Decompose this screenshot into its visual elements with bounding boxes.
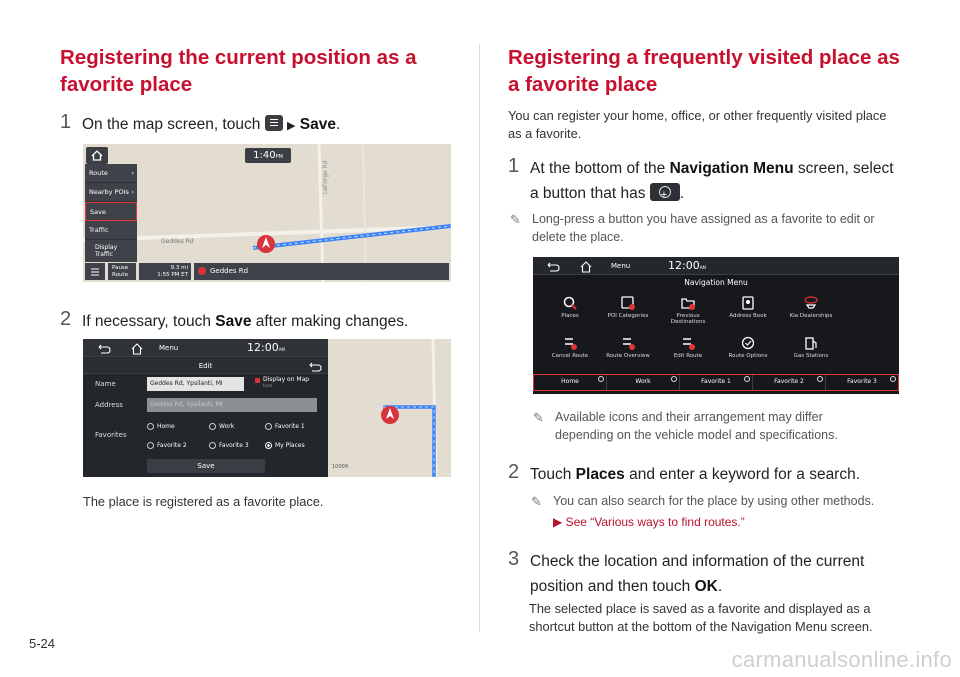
menu-item-save[interactable]: Save	[85, 202, 137, 221]
favorite-3-button[interactable]: Favorite 3	[826, 375, 898, 390]
back-button-3[interactable]	[539, 259, 565, 273]
map-screen-screenshot	[83, 144, 451, 282]
section-title-frequent-place: Registering a frequently visited place as a favorite place	[508, 46, 900, 96]
clock-display-2: 12:00AM	[247, 341, 285, 354]
position-icon	[198, 267, 206, 275]
home-icon	[92, 151, 102, 160]
menu-previous-destinations[interactable]: Previous Destinations	[661, 295, 715, 331]
map-road-vertical-label: LeForge Rd	[322, 160, 329, 194]
add-icon	[890, 376, 896, 382]
distance-eta: 9.3 mi 1:55 PM ET	[139, 263, 191, 280]
menu-item-display-traffic[interactable]: Display Traffic	[95, 244, 118, 258]
menu-button-3[interactable]: Menu	[611, 262, 631, 270]
back-icon	[99, 345, 110, 353]
step-2-right: 2 Touch Places and enter a keyword for a search.	[508, 461, 861, 483]
route-options-icon	[743, 338, 754, 349]
menu-kia-dealerships[interactable]: Kia Dealerships	[783, 295, 839, 331]
add-icon	[671, 376, 677, 382]
menu-poi-categories[interactable]: POI Categories	[603, 295, 653, 331]
favorite-option-1[interactable]: Favorite 1	[265, 421, 325, 433]
note-icon: ✎	[533, 410, 544, 425]
favorite-home-button[interactable]: Home	[534, 375, 607, 390]
favorite-work-button[interactable]: Work	[607, 375, 680, 390]
map-road-label: Geddes Rd	[161, 238, 194, 245]
column-divider	[479, 44, 480, 632]
favorites-label: Favorites	[95, 431, 127, 439]
menu-item-route[interactable]: Route ›	[85, 164, 137, 183]
edit-favorite-screenshot	[83, 339, 451, 477]
back-icon	[310, 363, 321, 371]
note-other-methods: ✎ You can also search for the place by using other methods. ▶ See “Various ways to find routes.”	[529, 493, 909, 531]
cancel-route-icon	[565, 339, 577, 350]
clock-display: 1:40PM	[245, 148, 291, 163]
save-button[interactable]: Save	[147, 459, 265, 473]
nav-menu-header: Navigation Menu	[684, 278, 748, 287]
menu-route-overview[interactable]: Route Overview	[603, 335, 653, 369]
right-column	[508, 44, 908, 246]
step-1-left: 1 On the map screen, touch ▶ Save.	[60, 111, 341, 133]
favorite-option-home[interactable]: Home	[147, 421, 207, 433]
step-1-right: 1 At the bottom of the Navigation Menu screen, select a button that has +.	[508, 156, 903, 206]
address-book-icon	[743, 297, 753, 309]
route-overview-icon	[623, 339, 635, 350]
add-icon	[598, 376, 604, 382]
add-icon	[817, 376, 823, 382]
dealership-icon	[805, 297, 817, 308]
folder-icon	[682, 299, 695, 310]
display-on-map-toggle[interactable]: Display on Map Icon	[253, 376, 319, 392]
home-icon	[581, 262, 591, 272]
left-column	[60, 44, 455, 139]
add-favorite-icon	[650, 183, 680, 201]
watermark: carmanualsonline.info	[731, 647, 952, 672]
favorite-option-work[interactable]: Work	[209, 421, 259, 433]
map-scale: 1000ft	[332, 464, 349, 470]
address-label: Address	[95, 401, 123, 409]
note-long-press: ✎ Long-press a button you have assigned as a favorite to edit or delete the place.	[510, 212, 875, 244]
see-also-link[interactable]: ▶ See “Various ways to find routes.”	[553, 514, 745, 529]
search-icon	[565, 298, 577, 310]
favorite-2-button[interactable]: Favorite 2	[753, 375, 826, 390]
menu-item-traffic[interactable]: Traffic	[85, 221, 137, 240]
note-icon: ✎	[510, 212, 521, 227]
back-icon	[548, 263, 559, 271]
menu-cancel-route[interactable]: Cancel Route	[545, 335, 595, 369]
favorite-option-my-places[interactable]: My Places	[265, 440, 325, 452]
favorite-1-button[interactable]: Favorite 1	[680, 375, 753, 390]
navigation-menu-screenshot	[533, 257, 899, 394]
list-icon	[91, 269, 99, 275]
current-road-bar: Geddes Rd	[194, 263, 449, 280]
step-2-left: 2 If necessary, touch Save after making changes.	[60, 308, 409, 330]
menu-route-options[interactable]: Route Options	[723, 335, 773, 369]
home-button-3[interactable]	[573, 259, 599, 273]
favorite-option-3[interactable]: Favorite 3	[209, 440, 263, 452]
home-icon	[132, 344, 142, 354]
menu-gas-stations[interactable]: Gas Stations	[783, 335, 839, 369]
left-result-text: The place is registered as a favorite place.	[83, 494, 324, 509]
menu-item-nearby-pois[interactable]: Nearby POIs ›	[85, 183, 137, 202]
menu-edit-route[interactable]: Edit Route	[663, 335, 713, 369]
list-button[interactable]	[85, 263, 105, 280]
gas-station-icon	[806, 338, 816, 349]
favorite-option-2[interactable]: Favorite 2	[147, 440, 207, 452]
edit-header: Edit	[83, 358, 328, 374]
note-icon: ✎	[531, 494, 542, 509]
section-title-current-position: Registering the current position as a favorite place	[60, 46, 417, 96]
home-button-2[interactable]	[123, 341, 151, 355]
edit-back-button[interactable]	[305, 359, 325, 373]
edit-route-icon	[683, 339, 695, 350]
clock-display-3: 12:00AM	[668, 259, 706, 272]
pin-icon	[255, 378, 260, 383]
name-input[interactable]: Geddes Rd, Ypsilanti, MI	[147, 377, 244, 391]
favorites-bar	[533, 374, 899, 391]
name-label: Name	[95, 380, 116, 388]
menu-address-book[interactable]: Address Book	[723, 295, 773, 331]
step-3-right: 3 Check the location and information of the current position and then touch OK.	[508, 548, 865, 595]
menu-button[interactable]: Menu	[159, 344, 179, 352]
right-result-text: The selected place is saved as a favorite and displayed as a shortcut button at the bottom of the Navigation Menu screen.	[529, 601, 873, 634]
poi-icon	[622, 297, 635, 310]
list-menu-icon	[265, 115, 283, 131]
address-field: Geddes Rd, Ypsilanti, MI	[147, 398, 317, 412]
menu-places[interactable]: Places	[545, 295, 595, 331]
note-icons-differ: ✎ Available icons and their arrangement may differ depending on the vehicle model and specifications.	[533, 410, 838, 442]
add-icon	[744, 376, 750, 382]
pause-route-button[interactable]: Pause Route	[108, 263, 136, 280]
map-side-menu	[85, 164, 137, 262]
page-number: 5-24	[29, 636, 56, 651]
back-button[interactable]	[89, 341, 117, 355]
home-button[interactable]	[86, 147, 108, 164]
right-intro: You can register your home, office, or other frequently visited place as a favorite.	[508, 108, 887, 141]
